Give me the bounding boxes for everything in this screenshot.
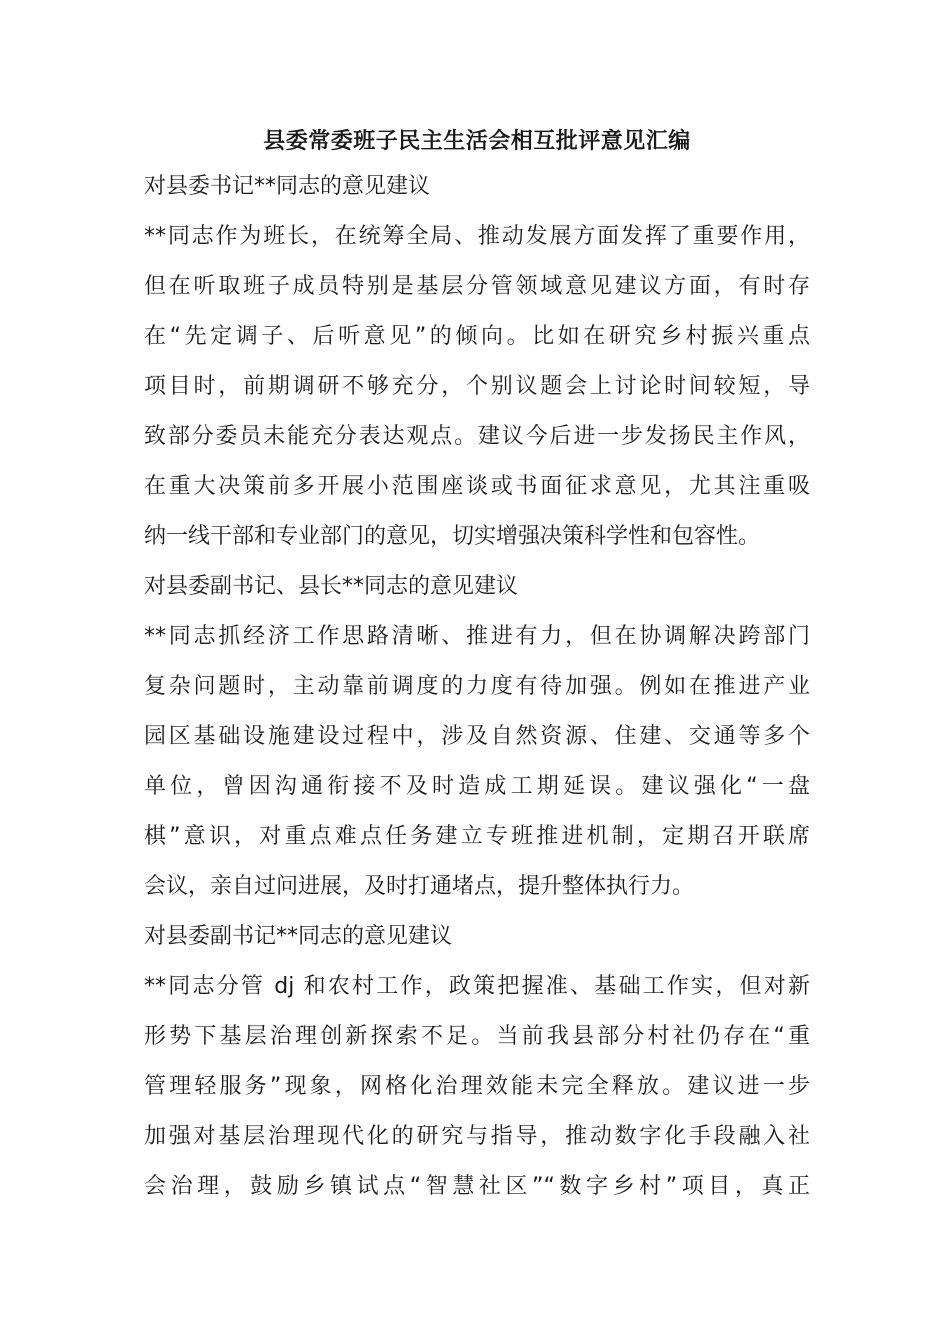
body-line: 致部分委员未能充分表达观点。建议今后进一步发扬民主作风，	[144, 424, 810, 449]
body-line: **同志分管 dj 和农村工作，政策把握准、基础工作实，但对新	[144, 974, 810, 999]
body-line: 在重大决策前多开展小范围座谈或书面征求意见，尤其注重吸	[144, 474, 810, 499]
section-secretary	[144, 162, 810, 562]
section-county-head	[144, 562, 810, 912]
body-line: 纳一线干部和专业部门的意见，切实增强决策科学性和包容性。	[144, 524, 761, 549]
body-line: 园区基础设施建设过程中，涉及自然资源、住建、交通等多个	[144, 724, 810, 749]
body-line: 会议，亲自过问进展，及时打通堵点，提升整体执行力。	[144, 874, 695, 899]
body-line: 棋”意识，对重点难点任务建立专班推进机制，定期召开联席	[144, 824, 810, 849]
body-line: 形势下基层治理创新探索不足。当前我县部分村社仍存在“重	[144, 1024, 810, 1049]
body-line: 在“先定调子、后听意见”的倾向。比如在研究乡村振兴重点	[144, 324, 810, 349]
body-line: **同志作为班长，在统筹全局、推动发展方面发挥了重要作用，	[144, 224, 810, 249]
document-page	[144, 122, 810, 1212]
body-line: 复杂问题时，主动靠前调度的力度有待加强。例如在推进产业	[144, 674, 810, 699]
section-heading: 对县委副书记、县长**同志的意见建议	[144, 574, 519, 599]
body-line: 管理轻服务”现象，网格化治理效能未完全释放。建议进一步	[144, 1074, 810, 1099]
body-line: 会治理，鼓励乡镇试点“智慧社区”“数字乡村”项目，真正	[144, 1174, 810, 1199]
body-line: **同志抓经济工作思路清晰、推进有力，但在协调解决跨部门	[144, 624, 810, 649]
document-title: 县委常委班子民主生活会相互批评意见汇编	[263, 129, 691, 154]
section-heading: 对县委书记**同志的意见建议	[144, 174, 431, 199]
section-deputy-secretary	[144, 912, 810, 1212]
section-heading: 对县委副书记**同志的意见建议	[144, 924, 453, 949]
body-line: 但在听取班子成员特别是基层分管领域意见建议方面，有时存	[144, 274, 810, 299]
body-line: 项目时，前期调研不够充分，个别议题会上讨论时间较短，导	[144, 374, 810, 399]
body-line: 加强对基层治理现代化的研究与指导，推动数字化手段融入社	[144, 1124, 810, 1149]
body-line: 单位，曾因沟通衔接不及时造成工期延误。建议强化“一盘	[144, 774, 810, 799]
